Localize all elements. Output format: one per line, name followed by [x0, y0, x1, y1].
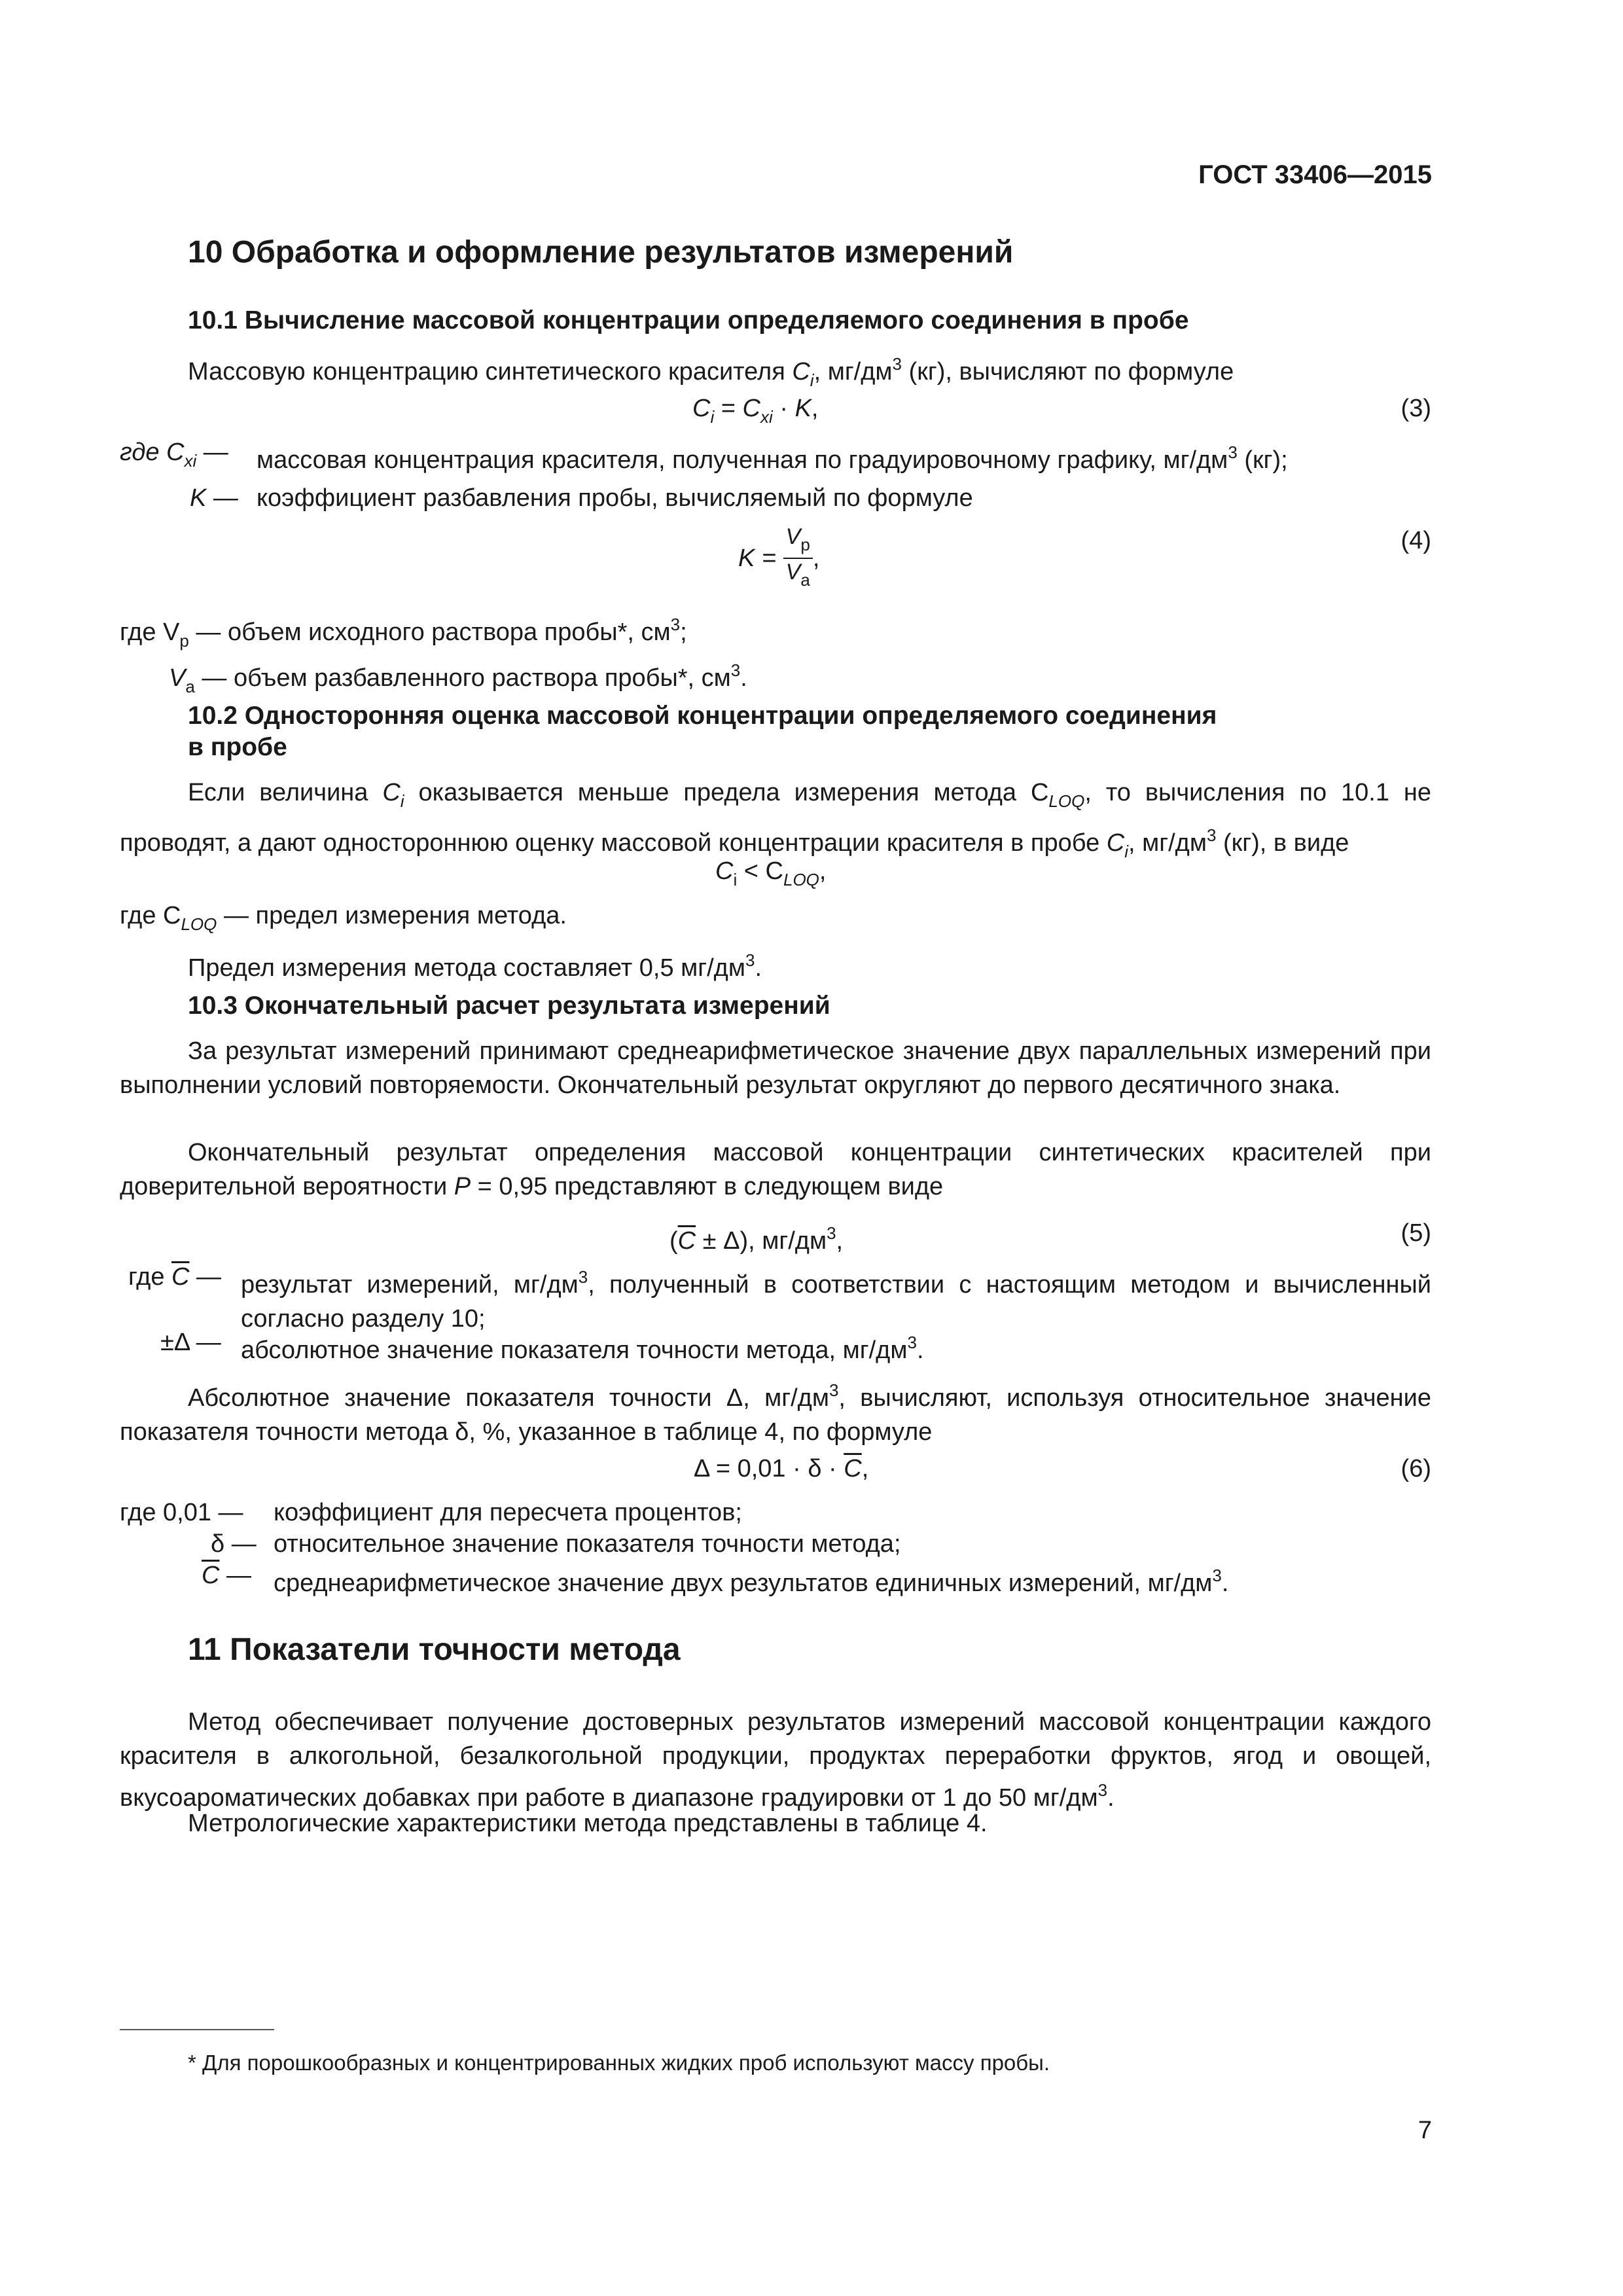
section-10-1-heading: 10.1 Вычисление массовой концентрации определяемого соединения в пробе — [188, 306, 1189, 334]
where-cbar-term: $\overline{C}$ — — [202, 1562, 252, 1589]
formula-4-number: (4) — [1400, 527, 1431, 554]
section-10-2-heading-line1: 10.2 Односторонняя оценка массовой концентрации определяемого соединения — [188, 702, 1217, 730]
section-11-heading: 11 Показатели точности метода — [188, 1632, 681, 1667]
section-10-3-heading: 10.3 Окончательный расчет результата измерений — [188, 992, 830, 1020]
formula-4: K = $\frac{V_p}{V_a}$ , — [738, 524, 819, 593]
where-sigma-term: δ — — [211, 1530, 257, 1558]
where-cxi-text: массовая концентрация красителя, полученная по градуировочному графику, $мг/дм^3$ (кг); — [257, 442, 1288, 474]
formula-loq: $C_i < C_{LOQ}$, — [715, 857, 827, 889]
section-10-3-paragraph-3: Абсолютное значение показателя точности Δ, $мг/дм^3$, вычисляют, используя относительное значение показателя точности метода δ, %, указанное в таблице 4, по формуле — [120, 1380, 1431, 1446]
formula-5-number: (5) — [1400, 1219, 1431, 1247]
where-delta-text: абсолютное значение показателя точности метода, $мг/дм^3$. — [241, 1333, 924, 1364]
where-k-text: коэффициент разбавления пробы, вычисляемый по формуле — [257, 484, 973, 512]
formula-3: $C_i = C_{xi} \cdot K$, — [692, 395, 819, 427]
where-cxi-term: где $C_{xi}$ — — [120, 439, 228, 471]
formula-5: $(\overline{C} \pm \Delta)$, $мг/дм^3$, — [669, 1223, 844, 1255]
section-10-heading: 10 Обработка и оформление результатов измерений — [188, 235, 1014, 270]
section-10-3-paragraph-1: За результат измерений принимают среднеарифметическое значение двух параллельных измерений при выполнении условий повторяемости. Окончательный результат округляют до первого десятичного знака. — [120, 1037, 1431, 1099]
where-001-term: где 0,01 — — [120, 1499, 243, 1526]
where-001-text: коэффициент для пересчета процентов; — [274, 1499, 742, 1526]
section-10-1-intro: Массовую концентрацию синтетического красителя $C_i$, $мг/дм^3$ (кг), вычисляют по формуле — [188, 354, 1234, 390]
where-cloq: где $C_{LOQ}$ — предел измерения метода. — [120, 902, 567, 934]
formula-6: $\Delta = 0,01 \cdot \delta \cdot \overline{C}$, — [694, 1455, 869, 1482]
where-vp: где $V_p$ — объем исходного раствора пробы*, $см^3$; — [120, 615, 687, 651]
where-k-term: K — — [190, 484, 238, 512]
section-10-3-paragraph-2: Окончательный результат определения массовой концентрации синтетических красителей при доверительной вероятности P = 0,95 представляют в следующем виде — [120, 1139, 1431, 1200]
where-delta-term: ±Δ — — [160, 1329, 221, 1356]
section-11-paragraph-1: Метод обеспечивает получение достоверных результатов измерений массовой концентрации каждого красителя в алкогольной, безалкогольной продукции, продуктах переработки фруктов, ягод и овощей, вкусоароматических добавках при работе в диапазоне градуировки от 1 до 50 $мг/дм^3$. — [120, 1708, 1431, 1812]
formula-6-number: (6) — [1400, 1455, 1431, 1482]
where-c-term: где $\overline{C}$ — — [128, 1263, 222, 1291]
formula-4-fraction: $\frac{V_p}{V_a}$ — [783, 524, 813, 593]
page-number: 7 — [1418, 2117, 1432, 2144]
where-sigma-text: относительное значение показателя точности метода; — [274, 1530, 901, 1558]
document-id: ГОСТ 33406—2015 — [1198, 160, 1432, 189]
section-10-2-paragraph: Если величина $C_i$ оказывается меньше предела измерения метода $C_{LOQ}$, то вычисления по 10.1 не проводят, а дают одностороннюю оценку массовой концентрации красителя в пробе $C_i$, $мг/дм^3$ (кг), в виде — [120, 779, 1431, 861]
where-c-text: результат измерений, $мг/дм^3$, полученный в соответствии с настоящим методом и вычисленный согласно разделу 10; — [241, 1267, 1432, 1333]
footnote-separator — [120, 2029, 274, 2030]
where-cbar-text: среднеарифметическое значение двух результатов единичных измерений, $мг/дм^3$. — [274, 1566, 1229, 1597]
method-limit: Предел измерения метода составляет 0,5 $мг/дм^3$. — [188, 950, 762, 982]
section-11-paragraph-2: Метрологические характеристики метода представлены в таблице 4. — [188, 1810, 988, 1837]
formula-3-number: (3) — [1400, 395, 1431, 422]
where-va: $V_a$ — объем разбавленного раствора пробы*, $см^3$. — [169, 660, 747, 696]
footnote: * Для порошкообразных и концентрированных жидких проб используют массу пробы. — [188, 2051, 1050, 2075]
section-10-2-heading-line2: в пробе — [188, 733, 287, 761]
